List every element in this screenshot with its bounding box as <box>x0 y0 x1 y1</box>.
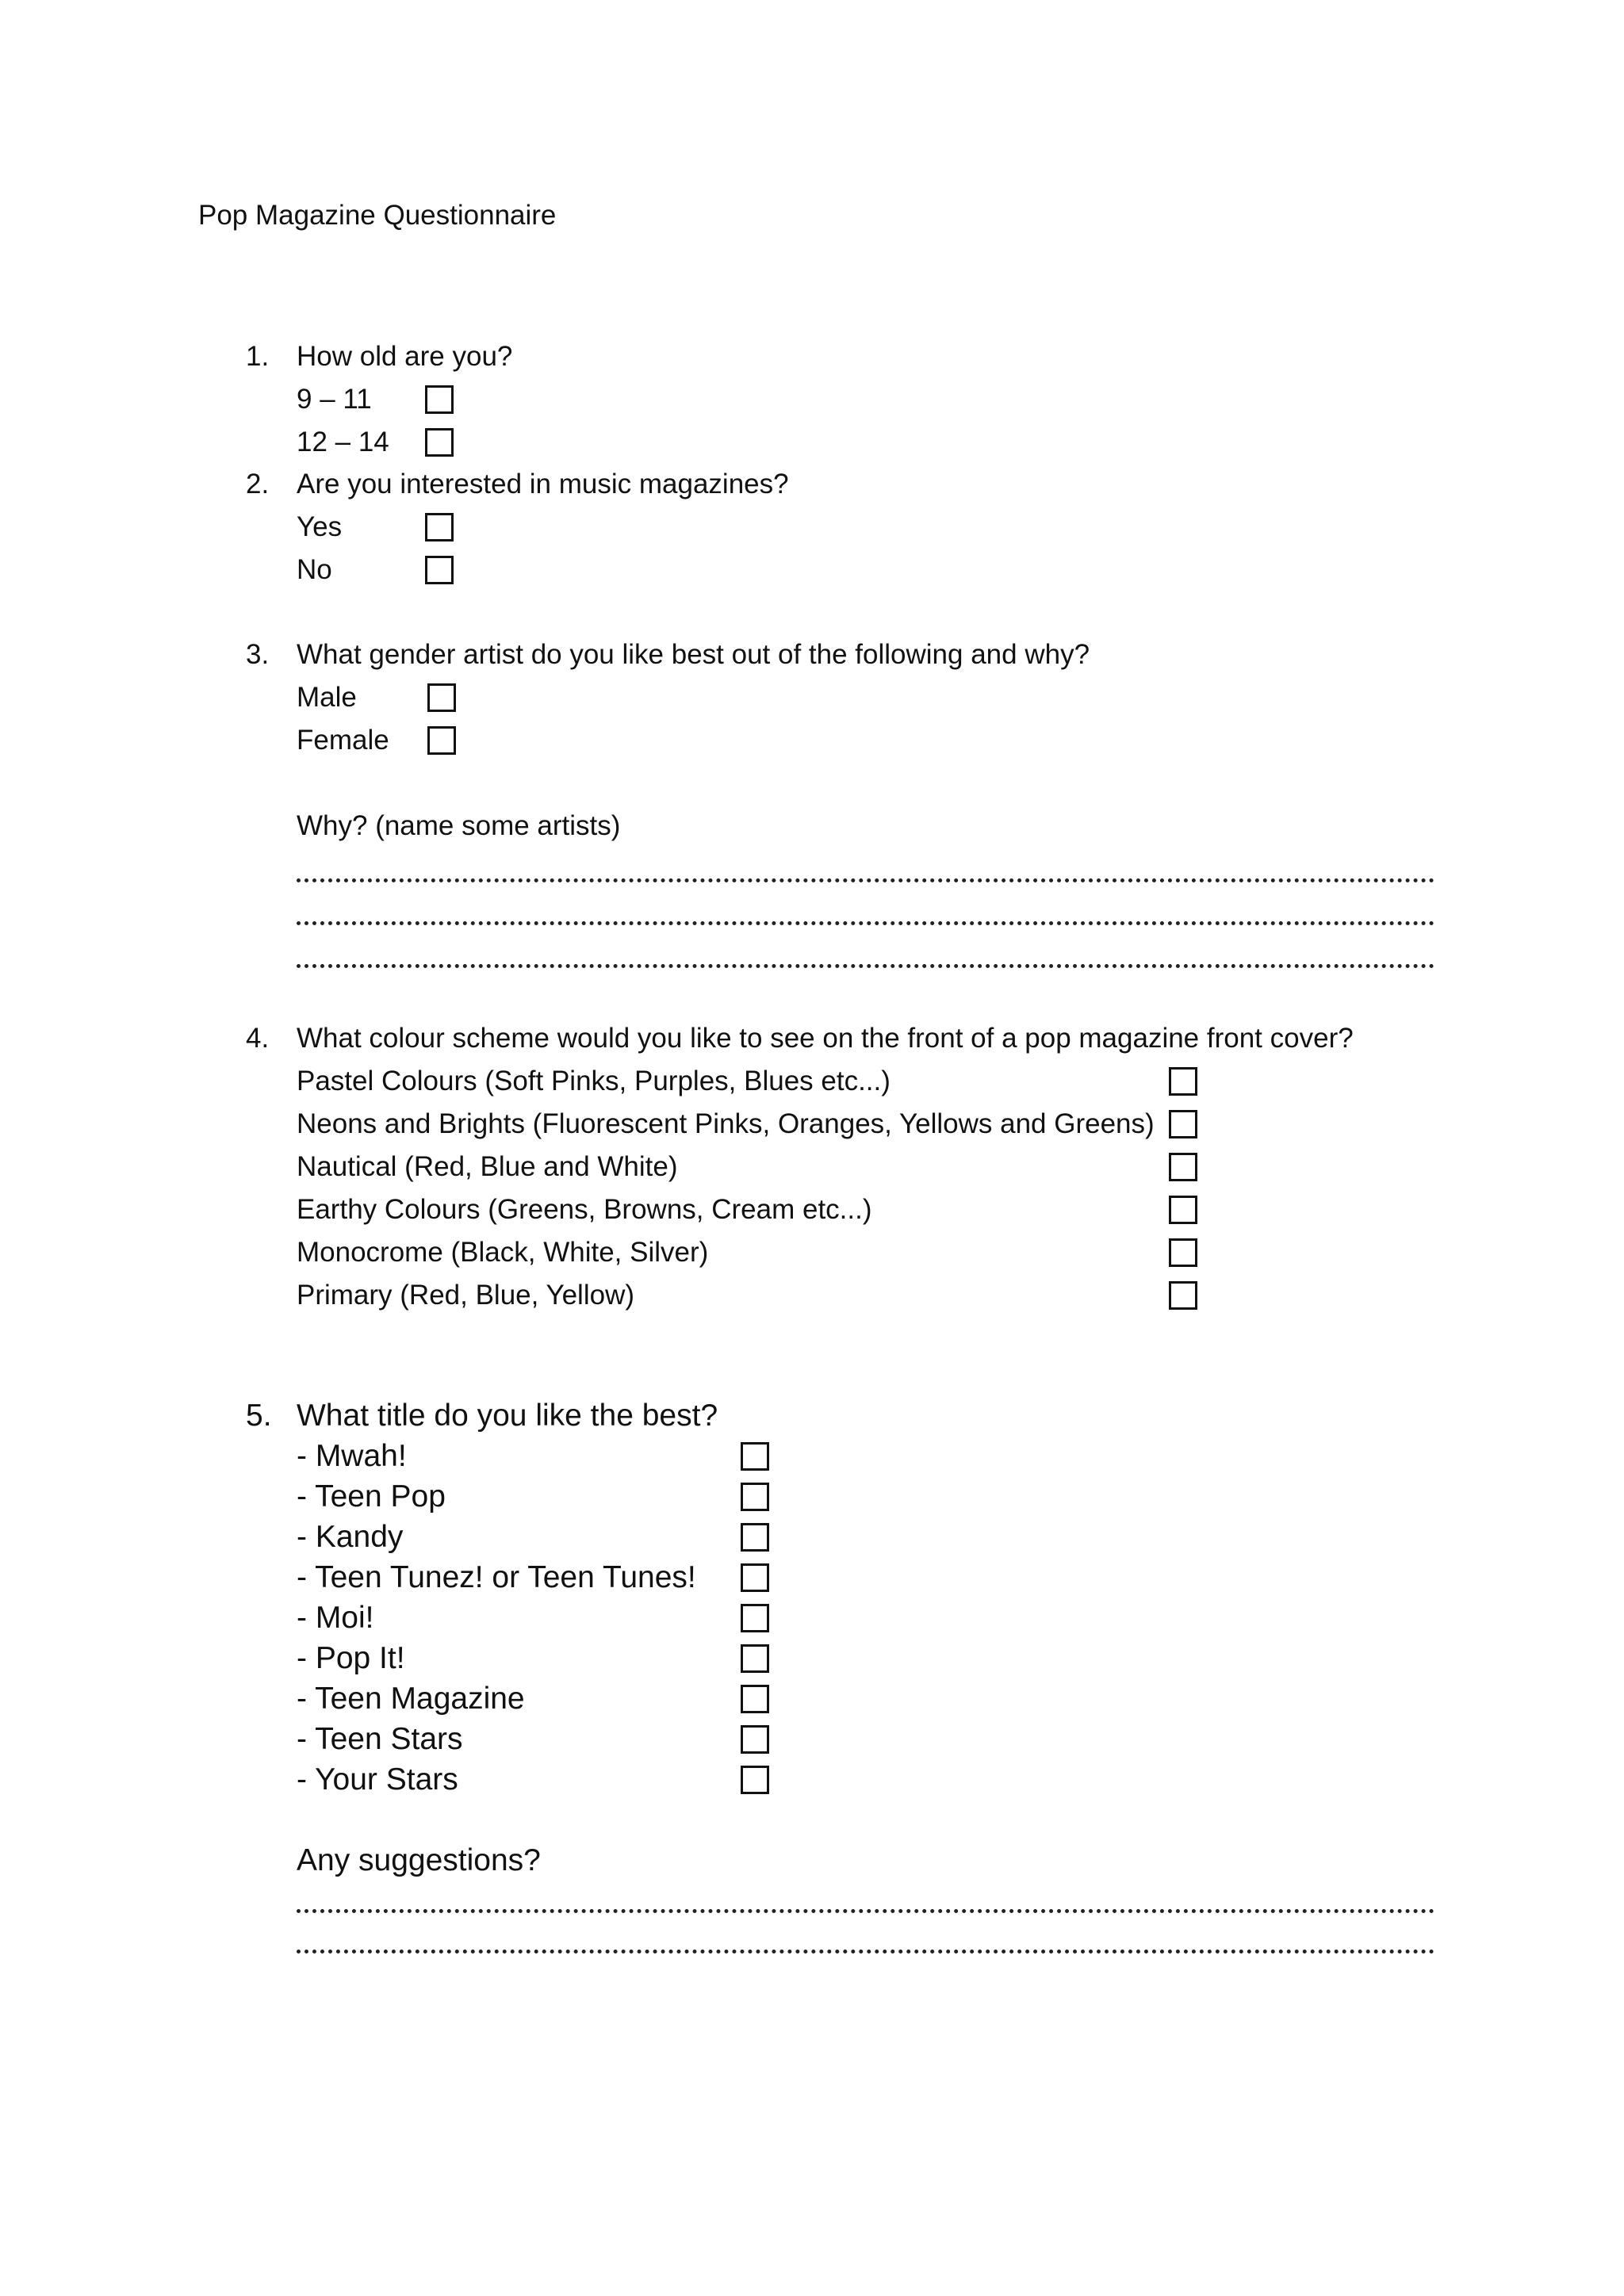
checkbox-monocrome[interactable] <box>1169 1238 1197 1267</box>
checkbox-kandy[interactable] <box>741 1523 769 1552</box>
checkbox-yes[interactable] <box>425 513 454 541</box>
option-label: Primary (Red, Blue, Yellow) <box>297 1280 634 1311</box>
option-row <box>297 1598 1451 1638</box>
option-label: Female <box>297 725 389 756</box>
why-prompt: Why? (name some artists) <box>297 810 621 841</box>
option-label: Monocrome (Black, White, Silver) <box>297 1237 709 1268</box>
question-2 <box>246 463 1451 591</box>
option-row <box>297 1274 1451 1317</box>
question-4 <box>246 1017 1451 1317</box>
option-label: - Your Stars <box>297 1762 458 1797</box>
option-row <box>297 1557 1451 1598</box>
checkbox-age-9-11[interactable] <box>425 385 454 414</box>
option-row <box>297 1638 1451 1678</box>
option-label: Nautical (Red, Blue and White) <box>297 1151 678 1182</box>
option-row <box>297 1060 1451 1103</box>
option-label: - Mwah! <box>297 1439 407 1473</box>
option-row <box>297 1188 1451 1231</box>
option-row <box>297 421 1451 464</box>
answer-line[interactable] <box>297 890 1434 933</box>
question-1 <box>246 335 1451 464</box>
option-label: Yes <box>297 511 343 542</box>
option-row <box>297 549 1451 591</box>
checkbox-teen-tunez[interactable] <box>741 1563 769 1592</box>
option-row <box>297 1103 1451 1146</box>
question-number: 1. <box>246 341 270 372</box>
document-title: Pop Magazine Questionnaire <box>198 200 557 231</box>
answer-line[interactable] <box>297 1921 1434 1961</box>
checkbox-pop-it[interactable] <box>741 1644 769 1673</box>
option-label: - Teen Pop <box>297 1479 446 1513</box>
checkbox-moi[interactable] <box>741 1604 769 1632</box>
option-row <box>297 506 1451 549</box>
question-text: What title do you like the best? <box>297 1399 718 1433</box>
option-label: Earthy Colours (Greens, Browns, Cream etc...) <box>297 1194 872 1225</box>
checkbox-teen-stars[interactable] <box>741 1725 769 1754</box>
question-number: 4. <box>246 1023 270 1054</box>
option-row <box>297 676 1451 719</box>
option-label: Male <box>297 682 357 713</box>
option-row <box>297 1146 1451 1188</box>
option-label: 12 – 14 <box>297 427 389 457</box>
option-row <box>297 1231 1451 1274</box>
option-label: No <box>297 554 332 585</box>
option-row <box>297 1759 1451 1800</box>
answer-line[interactable] <box>297 933 1434 976</box>
option-label: - Teen Tunez! or Teen Tunes! <box>297 1560 696 1594</box>
option-row <box>297 1476 1451 1517</box>
option-label: - Moi! <box>297 1601 374 1635</box>
checkbox-no[interactable] <box>425 556 454 584</box>
checkbox-primary[interactable] <box>1169 1281 1197 1310</box>
suggestions-prompt: Any suggestions? <box>297 1843 541 1877</box>
option-label: - Teen Stars <box>297 1722 463 1756</box>
checkbox-pastel[interactable] <box>1169 1067 1197 1096</box>
question-text: How old are you? <box>297 341 513 372</box>
question-number: 3. <box>246 639 270 670</box>
option-label: Pastel Colours (Soft Pinks, Purples, Blues etc...) <box>297 1066 891 1096</box>
option-row <box>297 719 1451 762</box>
option-label: Neons and Brights (Fluorescent Pinks, Oranges, Yellows and Greens) <box>297 1108 1155 1139</box>
checkbox-mwah[interactable] <box>741 1442 769 1471</box>
checkbox-age-12-14[interactable] <box>425 428 454 457</box>
checkbox-neons[interactable] <box>1169 1110 1197 1138</box>
option-label: 9 – 11 <box>297 384 372 415</box>
option-row <box>297 1678 1451 1719</box>
option-label: - Kandy <box>297 1520 404 1554</box>
checkbox-male[interactable] <box>427 683 456 712</box>
checkbox-teen-magazine[interactable] <box>741 1685 769 1713</box>
option-row <box>297 1719 1451 1759</box>
question-number: 5. <box>246 1399 272 1433</box>
option-label: - Teen Magazine <box>297 1682 525 1716</box>
checkbox-nautical[interactable] <box>1169 1153 1197 1181</box>
question-5 <box>246 1395 1451 1961</box>
option-row <box>297 1517 1451 1557</box>
answer-line[interactable] <box>297 1881 1434 1921</box>
question-3 <box>246 633 1451 976</box>
question-text: What gender artist do you like best out of the following and why? <box>297 639 1090 670</box>
checkbox-earthy[interactable] <box>1169 1196 1197 1224</box>
answer-line[interactable] <box>297 848 1434 890</box>
checkbox-your-stars[interactable] <box>741 1766 769 1794</box>
option-label: - Pop It! <box>297 1641 405 1675</box>
checkbox-female[interactable] <box>427 726 456 755</box>
option-row <box>297 378 1451 421</box>
question-number: 2. <box>246 469 270 499</box>
question-text: Are you interested in music magazines? <box>297 469 789 499</box>
checkbox-teen-pop[interactable] <box>741 1483 769 1511</box>
option-row <box>297 1436 1451 1476</box>
question-text: What colour scheme would you like to see on the front of a pop magazine front cover? <box>297 1023 1354 1054</box>
